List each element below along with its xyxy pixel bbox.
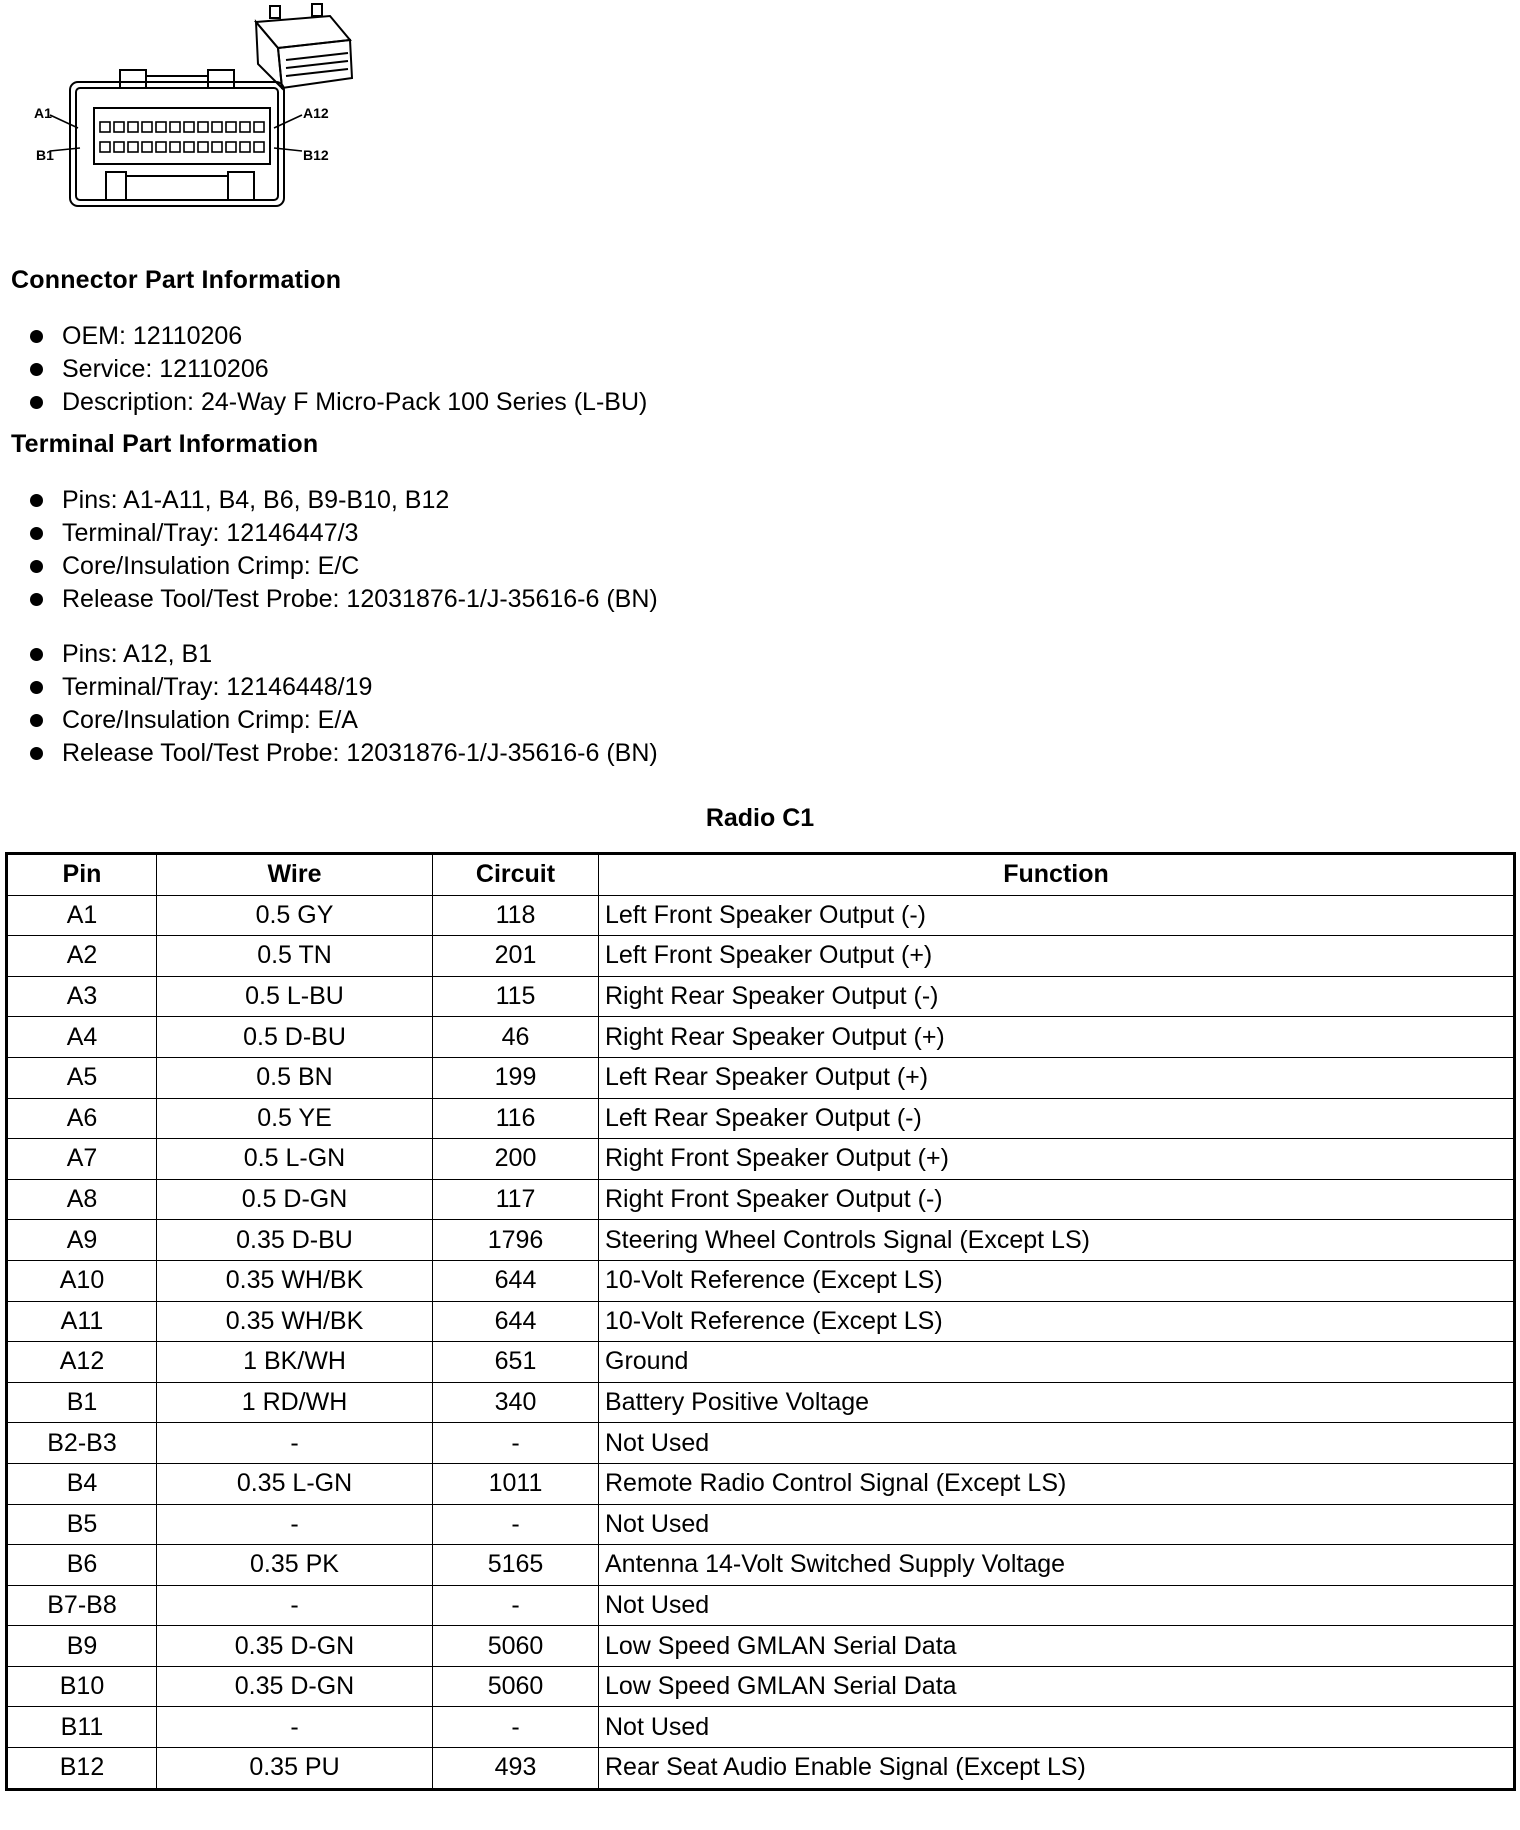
pin-cavity <box>240 142 250 152</box>
cell-circuit: 201 <box>433 936 599 977</box>
column-header-circuit: Circuit <box>433 854 599 896</box>
cell-function: Ground <box>599 1342 1515 1383</box>
cell-wire: 1 BK/WH <box>157 1342 433 1383</box>
cell-function: Left Rear Speaker Output (+) <box>599 1057 1515 1098</box>
cell-pin: B2-B3 <box>7 1423 157 1464</box>
table-row <box>7 1585 1515 1626</box>
cell-function: Right Rear Speaker Output (+) <box>599 1017 1515 1058</box>
table-row <box>7 895 1515 936</box>
cell-circuit: - <box>433 1423 599 1464</box>
cell-function: Battery Positive Voltage <box>599 1382 1515 1423</box>
table-row <box>7 1260 1515 1301</box>
cell-wire: 0.35 L-GN <box>157 1463 433 1504</box>
list-item: Release Tool/Test Probe: 12031876-1/J-35616-6 (BN) <box>30 737 658 770</box>
pin-cavity-grid <box>100 122 264 152</box>
cell-circuit: 117 <box>433 1179 599 1220</box>
cell-wire: 0.5 D-BU <box>157 1017 433 1058</box>
table-row <box>7 1423 1515 1464</box>
pin-cavity <box>142 122 152 132</box>
cell-circuit: 46 <box>433 1017 599 1058</box>
pin-label-b12: B12 <box>303 147 329 163</box>
table-row <box>7 1463 1515 1504</box>
pin-cavity <box>226 122 236 132</box>
cell-function: Not Used <box>599 1585 1515 1626</box>
table-row <box>7 1017 1515 1058</box>
column-header-pin: Pin <box>7 854 157 896</box>
table-row <box>7 1301 1515 1342</box>
cell-function: Rear Seat Audio Enable Signal (Except LS) <box>599 1748 1515 1790</box>
cell-circuit: 651 <box>433 1342 599 1383</box>
pin-label-b1: B1 <box>36 147 54 163</box>
cell-wire: 0.35 PU <box>157 1748 433 1790</box>
cell-circuit: - <box>433 1585 599 1626</box>
cell-wire: 0.35 WH/BK <box>157 1260 433 1301</box>
table-row <box>7 976 1515 1017</box>
table-row <box>7 1504 1515 1545</box>
cell-circuit: 644 <box>433 1301 599 1342</box>
pin-cavity <box>142 142 152 152</box>
cell-pin: A11 <box>7 1301 157 1342</box>
terminal-info-group-2 <box>30 638 658 770</box>
table-row <box>7 1220 1515 1261</box>
cell-circuit: 340 <box>433 1382 599 1423</box>
cell-circuit: 200 <box>433 1139 599 1180</box>
cell-wire: 0.5 GY <box>157 895 433 936</box>
pin-cavity <box>114 142 124 152</box>
cell-pin: A3 <box>7 976 157 1017</box>
cell-function: Not Used <box>599 1423 1515 1464</box>
list-item: OEM: 12110206 <box>30 320 647 353</box>
pin-cavity <box>100 142 110 152</box>
pin-cavity <box>170 142 180 152</box>
cell-function: Antenna 14-Volt Switched Supply Voltage <box>599 1545 1515 1586</box>
pin-cavity <box>240 122 250 132</box>
table-row <box>7 1545 1515 1586</box>
cell-function: Left Front Speaker Output (+) <box>599 936 1515 977</box>
cell-function: Right Rear Speaker Output (-) <box>599 976 1515 1017</box>
connector-info-list <box>30 320 647 419</box>
cell-function: Low Speed GMLAN Serial Data <box>599 1666 1515 1707</box>
cell-circuit: 644 <box>433 1260 599 1301</box>
cell-wire: 0.35 PK <box>157 1545 433 1586</box>
cell-pin: A1 <box>7 895 157 936</box>
cell-pin: A10 <box>7 1260 157 1301</box>
pin-label-a1: A1 <box>34 105 52 121</box>
cell-wire: 0.35 WH/BK <box>157 1301 433 1342</box>
cell-circuit: 5165 <box>433 1545 599 1586</box>
cell-pin: A12 <box>7 1342 157 1383</box>
cell-wire: 0.35 D-BU <box>157 1220 433 1261</box>
cell-circuit: 115 <box>433 976 599 1017</box>
cell-function: 10-Volt Reference (Except LS) <box>599 1301 1515 1342</box>
cell-function: Steering Wheel Controls Signal (Except LS) <box>599 1220 1515 1261</box>
cell-wire: 1 RD/WH <box>157 1382 433 1423</box>
list-item: Terminal/Tray: 12146447/3 <box>30 517 658 550</box>
cell-circuit: 5060 <box>433 1626 599 1667</box>
cell-pin: A4 <box>7 1017 157 1058</box>
cell-pin: B5 <box>7 1504 157 1545</box>
connector-face <box>70 70 284 206</box>
pin-label-a12: A12 <box>303 105 329 121</box>
cell-pin: B7-B8 <box>7 1585 157 1626</box>
cell-wire: 0.5 BN <box>157 1057 433 1098</box>
table-row <box>7 1626 1515 1667</box>
cell-function: Remote Radio Control Signal (Except LS) <box>599 1463 1515 1504</box>
cell-wire: 0.35 D-GN <box>157 1666 433 1707</box>
cell-circuit: 118 <box>433 895 599 936</box>
pin-cavity <box>170 122 180 132</box>
cell-circuit: 1796 <box>433 1220 599 1261</box>
pin-cavity <box>156 122 166 132</box>
cell-pin: A6 <box>7 1098 157 1139</box>
list-item: Pins: A12, B1 <box>30 638 658 671</box>
cell-function: Not Used <box>599 1504 1515 1545</box>
list-item: Release Tool/Test Probe: 12031876-1/J-35616-6 (BN) <box>30 583 658 616</box>
cell-pin: B11 <box>7 1707 157 1748</box>
cell-wire: 0.5 L-GN <box>157 1139 433 1180</box>
list-item: Core/Insulation Crimp: E/C <box>30 550 658 583</box>
table-row <box>7 1342 1515 1383</box>
pin-cavity <box>198 122 208 132</box>
pin-cavity <box>212 122 222 132</box>
pin-cavity <box>212 142 222 152</box>
table-row <box>7 936 1515 977</box>
cell-function: Not Used <box>599 1707 1515 1748</box>
pin-cavity <box>114 122 124 132</box>
cell-pin: B10 <box>7 1666 157 1707</box>
cell-circuit: 5060 <box>433 1666 599 1707</box>
cell-circuit: - <box>433 1504 599 1545</box>
pin-cavity <box>254 122 264 132</box>
list-item: Description: 24-Way F Micro-Pack 100 Series (L-BU) <box>30 386 647 419</box>
terminal-info-heading: Terminal Part Information <box>11 430 319 458</box>
cell-wire: 0.5 L-BU <box>157 976 433 1017</box>
pin-cavity <box>100 122 110 132</box>
pin-cavity <box>128 142 138 152</box>
cell-pin: A9 <box>7 1220 157 1261</box>
cell-function: Right Front Speaker Output (+) <box>599 1139 1515 1180</box>
pin-cavity <box>184 142 194 152</box>
cell-pin: A5 <box>7 1057 157 1098</box>
cell-function: Right Front Speaker Output (-) <box>599 1179 1515 1220</box>
cell-circuit: - <box>433 1707 599 1748</box>
connector-info-heading: Connector Part Information <box>11 266 342 294</box>
cell-wire: 0.35 D-GN <box>157 1626 433 1667</box>
terminal-info-group-1 <box>30 484 658 616</box>
pin-cavity <box>254 142 264 152</box>
table-row <box>7 1748 1515 1790</box>
column-header-wire: Wire <box>157 854 433 896</box>
cell-pin: A8 <box>7 1179 157 1220</box>
cell-function: Left Rear Speaker Output (-) <box>599 1098 1515 1139</box>
pinout-table <box>5 852 1516 1791</box>
cell-wire: - <box>157 1585 433 1626</box>
table-row <box>7 1707 1515 1748</box>
table-row <box>7 1382 1515 1423</box>
cell-wire: - <box>157 1707 433 1748</box>
cell-pin: B6 <box>7 1545 157 1586</box>
list-item: Terminal/Tray: 12146448/19 <box>30 671 658 704</box>
pin-cavity <box>198 142 208 152</box>
cell-circuit: 116 <box>433 1098 599 1139</box>
connector-face-diagram <box>30 0 370 220</box>
pin-cavity <box>184 122 194 132</box>
pin-cavity <box>128 122 138 132</box>
table-row <box>7 1139 1515 1180</box>
table-title: Radio C1 <box>705 804 815 832</box>
cell-wire: - <box>157 1423 433 1464</box>
connector-perspective-icon <box>256 4 352 88</box>
cell-wire: 0.5 YE <box>157 1098 433 1139</box>
cell-function: Left Front Speaker Output (-) <box>599 895 1515 936</box>
cell-function: Low Speed GMLAN Serial Data <box>599 1626 1515 1667</box>
table-row <box>7 1179 1515 1220</box>
table-row <box>7 1098 1515 1139</box>
table-header-row <box>7 854 1515 896</box>
list-item: Pins: A1-A11, B4, B6, B9-B10, B12 <box>30 484 658 517</box>
cell-pin: B4 <box>7 1463 157 1504</box>
column-header-function: Function <box>599 854 1515 896</box>
cell-pin: B9 <box>7 1626 157 1667</box>
cell-pin: B12 <box>7 1748 157 1790</box>
table-row <box>7 1666 1515 1707</box>
table-body <box>7 895 1515 1789</box>
cell-wire: 0.5 D-GN <box>157 1179 433 1220</box>
cell-pin: A2 <box>7 936 157 977</box>
cell-circuit: 199 <box>433 1057 599 1098</box>
list-item: Core/Insulation Crimp: E/A <box>30 704 658 737</box>
cell-circuit: 493 <box>433 1748 599 1790</box>
pin-cavity <box>156 142 166 152</box>
cell-pin: B1 <box>7 1382 157 1423</box>
list-item: Service: 12110206 <box>30 353 647 386</box>
cell-circuit: 1011 <box>433 1463 599 1504</box>
cell-wire: - <box>157 1504 433 1545</box>
table-row <box>7 1057 1515 1098</box>
cell-pin: A7 <box>7 1139 157 1180</box>
cell-wire: 0.5 TN <box>157 936 433 977</box>
cell-function: 10-Volt Reference (Except LS) <box>599 1260 1515 1301</box>
pin-cavity <box>226 142 236 152</box>
